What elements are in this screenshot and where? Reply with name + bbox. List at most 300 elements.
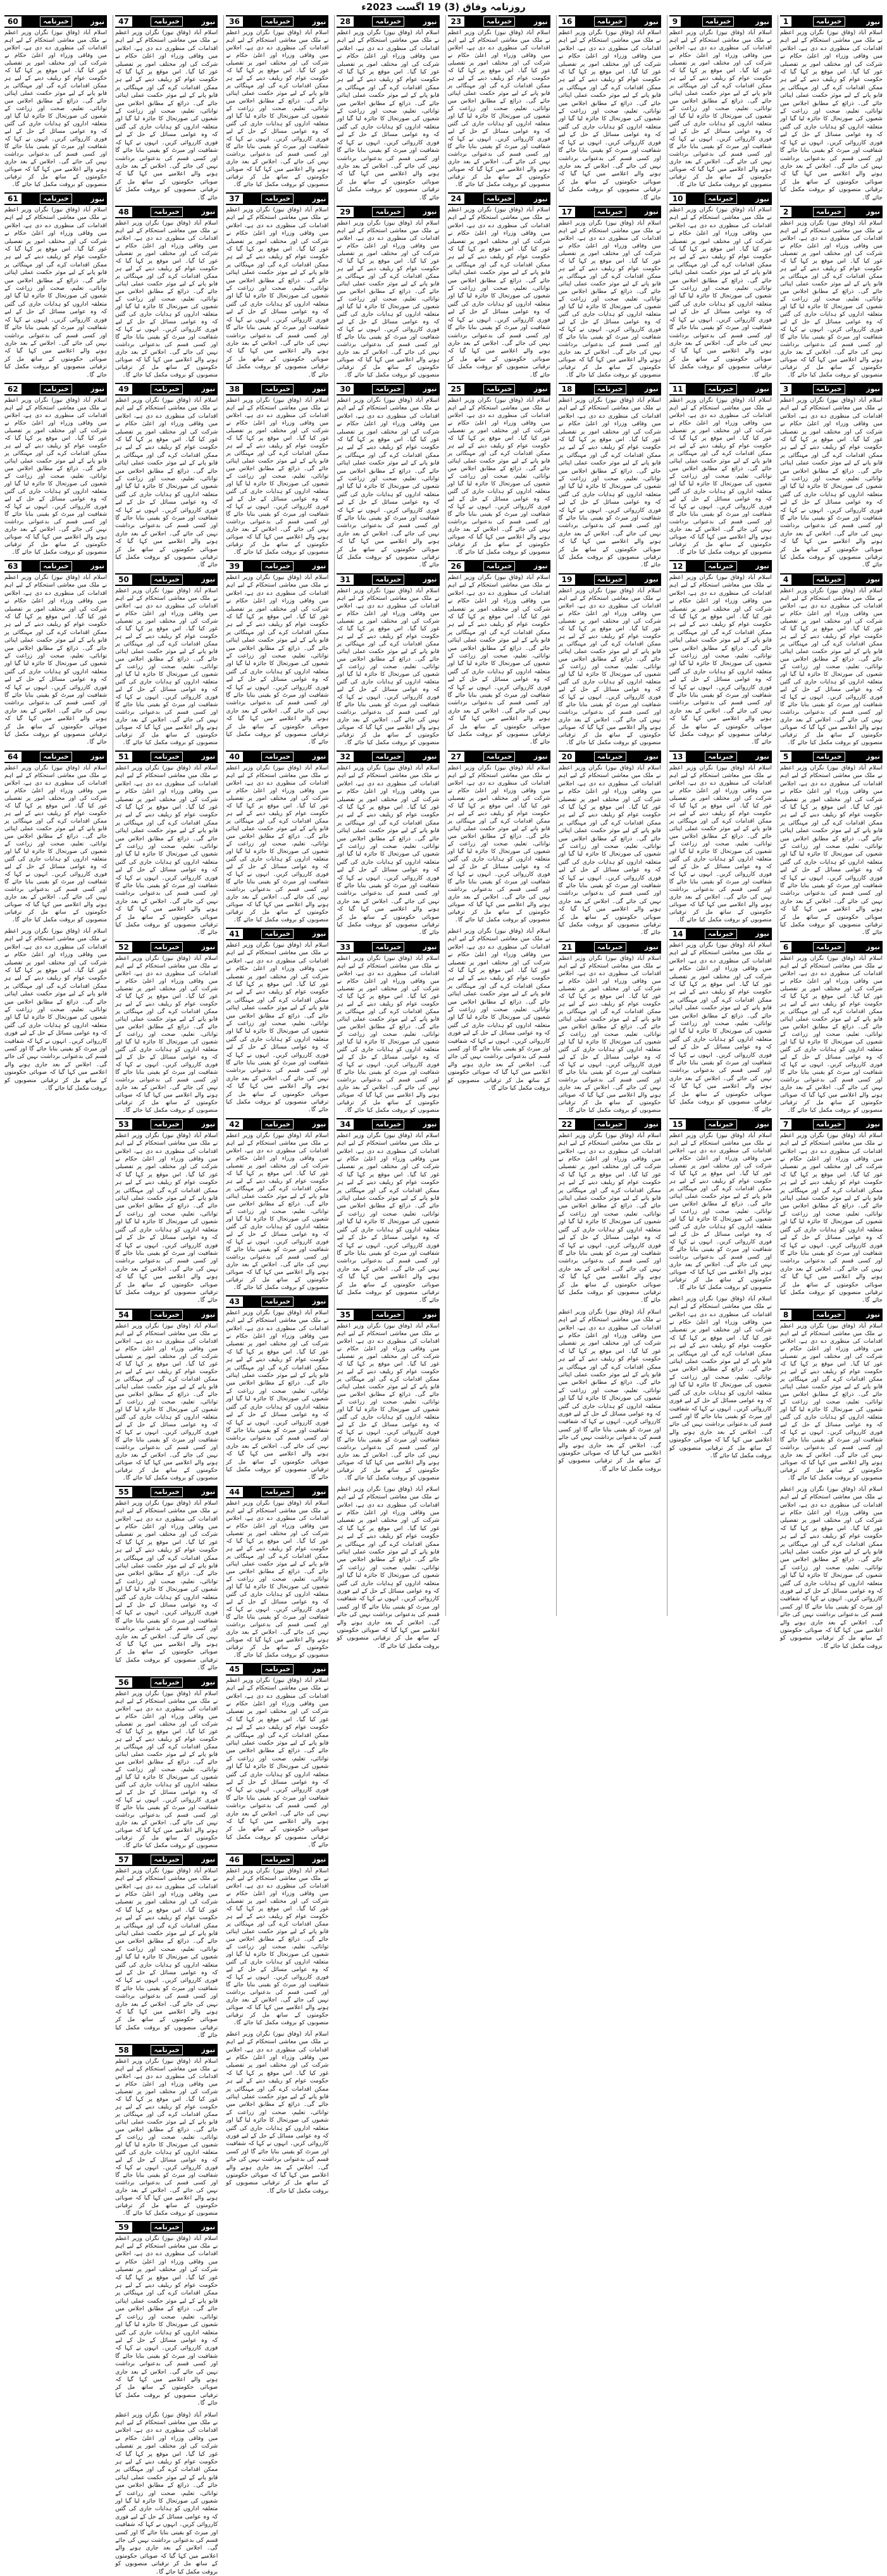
article-body-text: اسلام آباد (وفاق نیوز) نگران وزیر اعظم نے ملک میں معاشی استحکام کے لیے اہم اقدامات کی منظوری دے دی ہے، اجلاس میں وفاقی وزراء اور اعلیٰ حکام نے شرکت کی اور مختلف امور پر تفصیلی غور کیا گیا۔ اس موقع پر کہا گیا کہ حکومت عوام کو ریلیف دینے کے لیے ہر ممکن اقدامات کرے گی اور مہنگائی پر قابو پانے کے لیے موثر حکمت عملی اپنائی جائے گی۔ ذرائع کے مطابق اجلاس میں توانائی، تعلیم، صحت اور زراعت کے شعبوں کی صورتحال کا جائزہ لیا گیا اور متعلقہ اداروں کو ہدایات جاری کی گئیں کہ وہ عوامی مسائل کے حل کے لیے فوری کارروائی کریں۔ انہوں نے کہا کہ شفافیت اور میرٹ کو یقینی بنایا جائے گا اور کسی قسم کی بدعنوانی برداشت نہیں کی جائے گی۔ اجلاس کے بعد جاری ہونے والے اعلامیے میں کہا گیا کہ صوبائی حکومتوں کے ساتھ مل کر ترقیاتی منصوبوں کو بروقت مکمل کیا جائے گا۔ [447, 573, 550, 746]
article-body-text: اسلام آباد (وفاق نیوز) نگران وزیر اعظم نے ملک میں معاشی استحکام کے لیے اہم اقدامات کی منظوری دے دی ہے، اجلاس میں وفاقی وزراء اور اعلیٰ حکام نے شرکت کی اور مختلف امور پر تفصیلی غور کیا گیا۔ اس موقع پر کہا گیا کہ حکومت عوام کو ریلیف دینے کے لیے ہر ممکن اقدامات کرے گی اور مہنگائی پر قابو پانے کے لیے موثر حکمت عملی اپنائی جائے گی۔ ذرائع کے مطابق اجلاس میں توانائی، تعلیم، صحت اور زراعت کے شعبوں کی صورتحال کا جائزہ لیا گیا اور متعلقہ اداروں کو ہدایات جاری کی گئیں کہ وہ عوامی مسائل کے حل کے لیے فوری کارروائی کریں۔ انہوں نے کہا کہ شفافیت اور میرٹ کو یقینی بنایا جائے گا اور کسی قسم کی بدعنوانی برداشت نہیں کی جائے گی۔ اجلاس کے بعد جاری ہونے والے اعلامیے میں کہا گیا کہ صوبائی حکومتوں کے ساتھ مل کر ترقیاتی منصوبوں کو بروقت مکمل کیا جائے گا۔ [226, 30, 329, 188]
article-kicker-label: خبرنامہ [151, 1677, 183, 1688]
article-kicker-label: خبرنامہ [813, 942, 845, 952]
article-kicker-label: خبرنامہ [813, 384, 845, 394]
article-kicker-label: خبرنامہ [594, 207, 626, 217]
article-number: 51 [115, 752, 132, 762]
article-kicker-label: خبرنامہ [813, 1119, 845, 1129]
article-body-text: اسلام آباد (وفاق نیوز) نگران وزیر اعظم نے ملک میں معاشی استحکام کے لیے اہم اقدامات کی منظوری دے دی ہے، اجلاس میں وفاقی وزراء اور اعلیٰ حکام نے شرکت کی اور مختلف امور پر تفصیلی غور کیا گیا۔ اس موقع پر کہا گیا کہ حکومت عوام کو ریلیف دینے کے لیے ہر ممکن اقدامات کرے گی اور مہنگائی پر قابو پانے کے لیے موثر حکمت عملی اپنائی جائے گی۔ ذرائع کے مطابق اجلاس میں توانائی، تعلیم، صحت اور زراعت کے شعبوں کی صورتحال کا جائزہ لیا گیا اور متعلقہ اداروں کو ہدایات جاری کی گئیں کہ وہ عوامی مسائل کے حل کے لیے فوری کارروائی کریں۔ انہوں نے کہا کہ شفافیت اور میرٹ کو یقینی بنایا جائے گا اور کسی قسم کی بدعنوانی برداشت نہیں کی جائے گی۔ اجلاس کے بعد جاری ہونے والے اعلامیے میں کہا گیا کہ صوبائی حکومتوں کے ساتھ مل کر ترقیاتی منصوبوں کو بروقت مکمل کیا جائے گا۔ [779, 764, 883, 936]
article-header-bar [448, 192, 550, 205]
article-body-text: اسلام آباد (وفاق نیوز) نگران وزیر اعظم نے ملک میں معاشی استحکام کے لیے اہم اقدامات کی منظوری دے دی ہے، اجلاس میں وفاقی وزراء اور اعلیٰ حکام نے شرکت کی اور مختلف امور پر تفصیلی غور کیا گیا۔ اس موقع پر کہا گیا کہ حکومت عوام کو ریلیف دینے کے لیے ہر ممکن اقدامات کرے گی اور مہنگائی پر قابو پانے کے لیے موثر حکمت عملی اپنائی جائے گی۔ ذرائع کے مطابق اجلاس میں توانائی، تعلیم، صحت اور زراعت کے شعبوں کی صورتحال کا جائزہ لیا گیا اور متعلقہ اداروں کو ہدایات جاری کی گئیں کہ وہ عوامی مسائل کے حل کے لیے فوری کارروائی کریں۔ انہوں نے کہا کہ شفافیت اور میرٹ کو یقینی بنایا جائے گا اور کسی قسم کی بدعنوانی برداشت نہیں کی جائے گی۔ اجلاس کے بعد جاری ہونے والے اعلامیے میں کہا گیا کہ صوبائی حکومتوں کے ساتھ مل کر ترقیاتی منصوبوں کو بروقت مکمل کیا جائے گا۔ [115, 1131, 218, 1304]
article-kicker-tag: نیوز [90, 752, 105, 761]
news-article [115, 2221, 218, 2408]
news-article [448, 15, 550, 189]
article-number: 1 [780, 16, 791, 27]
article-kicker-label: خبرنامہ [372, 16, 404, 27]
news-column [778, 15, 884, 1650]
article-header-bar [115, 1676, 218, 1689]
article-number: 47 [115, 16, 132, 27]
article-kicker-label: خبرنامہ [705, 752, 737, 762]
article-kicker-label: خبرنامہ [40, 16, 72, 27]
article-number: 36 [226, 16, 243, 27]
news-article [226, 1295, 328, 1482]
news-article [226, 560, 328, 747]
article-kicker-label: خبرنامہ [705, 384, 737, 394]
article-kicker-tag: نیوز [201, 1310, 216, 1319]
article-number: 6 [780, 942, 791, 952]
article-header-bar [559, 1118, 661, 1131]
article-header-bar [559, 750, 661, 763]
article-body-text: اسلام آباد (وفاق نیوز) نگران وزیر اعظم نے ملک میں معاشی استحکام کے لیے اہم اقدامات کی منظوری دے دی ہے، اجلاس میں وفاقی وزراء اور اعلیٰ حکام نے شرکت کی اور مختلف امور پر تفصیلی غور کیا گیا۔ اس موقع پر کہا گیا کہ حکومت عوام کو ریلیف دینے کے لیے ہر ممکن اقدامات کرے گی اور مہنگائی پر قابو پانے کے لیے موثر حکمت عملی اپنائی جائے گی۔ ذرائع کے مطابق اجلاس میں توانائی، تعلیم، صحت اور زراعت کے شعبوں کی صورتحال کا جائزہ لیا گیا اور متعلقہ اداروں کو ہدایات جاری کی گئیں کہ وہ عوامی مسائل کے حل کے لیے فوری کارروائی کریں۔ انہوں نے کہا کہ شفافیت اور میرٹ کو یقینی بنایا جائے گا اور کسی قسم کی بدعنوانی برداشت نہیں کی جائے گی۔ اجلاس کے بعد جاری ہونے والے اعلامیے میں کہا گیا کہ صوبائی حکومتوں کے ساتھ مل کر ترقیاتی منصوبوں کو بروقت مکمل کیا جائے گا۔ [669, 397, 772, 556]
article-header-bar [4, 15, 107, 28]
article-kicker-label: خبرنامہ [813, 207, 845, 217]
article-number: 58 [115, 2045, 132, 2055]
article-kicker-tag: نیوز [423, 752, 437, 761]
masthead-date-line: روزنامہ وفاق (3) 19 اگست 2023ء [361, 1, 526, 13]
article-number: 11 [669, 384, 686, 394]
article-header-bar [226, 560, 328, 573]
news-article [780, 15, 883, 202]
article-body-text: اسلام آباد (وفاق نیوز) نگران وزیر اعظم نے ملک میں معاشی استحکام کے لیے اہم اقدامات کی منظوری دے دی ہے، اجلاس میں وفاقی وزراء اور اعلیٰ حکام نے شرکت کی اور مختلف امور پر تفصیلی غور کیا گیا۔ اس موقع پر کہا گیا کہ حکومت عوام کو ریلیف دینے کے لیے ہر ممکن اقدامات کرے گی اور مہنگائی پر قابو پانے کے لیے موثر حکمت عملی اپنائی جائے گی۔ ذرائع کے مطابق اجلاس میں توانائی، تعلیم، صحت اور زراعت کے شعبوں کی صورتحال کا جائزہ لیا گیا اور متعلقہ اداروں کو ہدایات جاری کی گئیں کہ وہ عوامی مسائل کے حل کے لیے فوری کارروائی کریں۔ انہوں نے کہا کہ شفافیت اور میرٹ کو یقینی بنایا جائے گا اور کسی قسم کی بدعنوانی برداشت نہیں کی جائے گی۔ اجلاس کے بعد جاری ہونے والے اعلامیے میں کہا گیا کہ صوبائی حکومتوں کے ساتھ مل کر ترقیاتی منصوبوں کو بروقت مکمل کیا جائے گا۔ [115, 396, 218, 569]
article-body-text: اسلام آباد (وفاق نیوز) نگران وزیر اعظم نے ملک میں معاشی استحکام کے لیے اہم اقدامات کی منظوری دے دی ہے، اجلاس میں وفاقی وزراء اور اعلیٰ حکام نے شرکت کی اور مختلف امور پر تفصیلی غور کیا گیا۔ اس موقع پر کہا گیا کہ حکومت عوام کو ریلیف دینے کے لیے ہر ممکن اقدامات کرے گی اور مہنگائی پر قابو پانے کے لیے موثر حکمت عملی اپنائی جائے گی۔ ذرائع کے مطابق اجلاس میں توانائی، تعلیم، صحت اور زراعت کے شعبوں کی صورتحال کا جائزہ لیا گیا اور متعلقہ اداروں کو ہدایات جاری کی گئیں کہ وہ عوامی مسائل کے حل کے لیے فوری کارروائی کریں۔ انہوں نے کہا کہ شفافیت اور میرٹ کو یقینی بنایا جائے گا اور کسی قسم کی بدعنوانی برداشت نہیں کی جائے گی۔ اجلاس کے بعد جاری ہونے والے اعلامیے میں کہا گیا کہ صوبائی حکومتوں کے ساتھ مل کر ترقیاتی منصوبوں کو بروقت مکمل کیا جائے گا۔ [4, 30, 108, 188]
article-header-bar [337, 383, 439, 395]
article-header-bar [226, 928, 328, 940]
news-article [669, 1118, 772, 1291]
article-kicker-tag: نیوز [201, 17, 216, 26]
news-article [669, 750, 772, 924]
article-body-text: اسلام آباد (وفاق نیوز) نگران وزیر اعظم نے ملک میں معاشی استحکام کے لیے اہم اقدامات کی منظوری دے دی ہے، اجلاس میں وفاقی وزراء اور اعلیٰ حکام نے شرکت کی اور مختلف امور پر تفصیلی غور کیا گیا۔ اس موقع پر کہا گیا کہ حکومت عوام کو ریلیف دینے کے لیے ہر ممکن اقدامات کرے گی اور مہنگائی پر قابو پانے کے لیے موثر حکمت عملی اپنائی جائے گی۔ ذرائع کے مطابق اجلاس میں توانائی، تعلیم، صحت اور زراعت کے شعبوں کی صورتحال کا جائزہ لیا گیا اور متعلقہ اداروں کو ہدایات جاری کی گئیں کہ وہ عوامی مسائل کے حل کے لیے فوری کارروائی کریں۔ انہوں نے کہا کہ شفافیت اور میرٹ کو یقینی بنایا جائے گا اور کسی قسم کی بدعنوانی برداشت نہیں کی جائے گی۔ اجلاس کے بعد جاری ہونے والے اعلامیے میں کہا گیا کہ صوبائی حکومتوں کے ساتھ مل کر ترقیاتی منصوبوں کو بروقت مکمل کیا جائے گا۔ [115, 1867, 218, 2039]
article-kicker-label: خبرنامہ [151, 1487, 183, 1497]
article-number: 57 [115, 1855, 132, 1865]
article-kicker-label: خبرنامہ [261, 1297, 294, 1307]
article-body-text: اسلام آباد (وفاق نیوز) نگران وزیر اعظم نے ملک میں معاشی استحکام کے لیے اہم اقدامات کی منظوری دے دی ہے، اجلاس میں وفاقی وزراء اور اعلیٰ حکام نے شرکت کی اور مختلف امور پر تفصیلی غور کیا گیا۔ اس موقع پر کہا گیا کہ حکومت عوام کو ریلیف دینے کے لیے ہر ممکن اقدامات کرے گی اور مہنگائی پر قابو پانے کے لیے موثر حکمت عملی اپنائی جائے گی۔ ذرائع کے مطابق اجلاس میں توانائی، تعلیم، صحت اور زراعت کے شعبوں کی صورتحال کا جائزہ لیا گیا اور متعلقہ اداروں کو ہدایات جاری کی گئیں کہ وہ عوامی مسائل کے حل کے لیے فوری کارروائی کریں۔ انہوں نے کہا کہ شفافیت اور میرٹ کو یقینی بنایا جائے گا اور کسی قسم کی بدعنوانی برداشت نہیں کی جائے گی۔ اجلاس کے بعد جاری ہونے والے اعلامیے میں کہا گیا کہ صوبائی حکومتوں کے ساتھ مل کر ترقیاتی منصوبوں کو بروقت مکمل کیا جائے گا۔ [447, 397, 550, 556]
news-article [448, 750, 550, 924]
news-column [3, 15, 109, 1616]
article-kicker-tag: نیوز [312, 1297, 326, 1306]
article-kicker-tag: نیوز [201, 2046, 216, 2055]
article-body-text: اسلام آباد (وفاق نیوز) نگران وزیر اعظم نے ملک میں معاشی استحکام کے لیے اہم اقدامات کی منظوری دے دی ہے، اجلاس میں وفاقی وزراء اور اعلیٰ حکام نے شرکت کی اور مختلف امور پر تفصیلی غور کیا گیا۔ اس موقع پر کہا گیا کہ حکومت عوام کو ریلیف دینے کے لیے ہر ممکن اقدامات کرے گی اور مہنگائی پر قابو پانے کے لیے موثر حکمت عملی اپنائی جائے گی۔ ذرائع کے مطابق اجلاس میں توانائی، تعلیم، صحت اور زراعت کے شعبوں کی صورتحال کا جائزہ لیا گیا اور متعلقہ اداروں کو ہدایات جاری کی گئیں کہ وہ عوامی مسائل کے حل کے لیے فوری کارروائی کریں۔ انہوں نے کہا کہ شفافیت اور میرٹ کو یقینی بنایا جائے گا اور کسی قسم کی بدعنوانی برداشت نہیں کی جائے گی۔ اجلاس کے بعد جاری ہونے والے اعلامیے میں کہا گیا کہ صوبائی حکومتوں کے ساتھ مل کر ترقیاتی منصوبوں کو بروقت مکمل کیا جائے گا۔ [226, 573, 329, 746]
article-body-text: اسلام آباد (وفاق نیوز) نگران وزیر اعظم نے ملک میں معاشی استحکام کے لیے اہم اقدامات کی منظوری دے دی ہے، اجلاس میں وفاقی وزراء اور اعلیٰ حکام نے شرکت کی اور مختلف امور پر تفصیلی غور کیا گیا۔ اس موقع پر کہا گیا کہ حکومت عوام کو ریلیف دینے کے لیے ہر ممکن اقدامات کرے گی اور مہنگائی پر قابو پانے کے لیے موثر حکمت عملی اپنائی جائے گی۔ ذرائع کے مطابق اجلاس میں توانائی، تعلیم، صحت اور زراعت کے شعبوں کی صورتحال کا جائزہ لیا گیا اور متعلقہ اداروں کو ہدایات جاری کی گئیں کہ وہ عوامی مسائل کے حل کے لیے فوری کارروائی کریں۔ انہوں نے کہا کہ شفافیت اور میرٹ کو یقینی بنایا جائے گا اور کسی قسم کی بدعنوانی برداشت نہیں کی جائے گی۔ اجلاس کے بعد جاری ہونے والے اعلامیے میں کہا گیا کہ صوبائی حکومتوں کے ساتھ مل کر ترقیاتی منصوبوں کو بروقت مکمل کیا جائے گا۔ [226, 206, 329, 378]
article-number: 45 [226, 1664, 243, 1674]
article-body-text: اسلام آباد (وفاق نیوز) نگران وزیر اعظم نے ملک میں معاشی استحکام کے لیے اہم اقدامات کی منظوری دے دی ہے، اجلاس میں وفاقی وزراء اور اعلیٰ حکام نے شرکت کی اور مختلف امور پر تفصیلی غور کیا گیا۔ اس موقع پر کہا گیا کہ حکومت عوام کو ریلیف دینے کے لیے ہر ممکن اقدامات کرے گی اور مہنگائی پر قابو پانے کے لیے موثر حکمت عملی اپنائی جائے گی۔ ذرائع کے مطابق اجلاس میں توانائی، تعلیم، صحت اور زراعت کے شعبوں کی صورتحال کا جائزہ لیا گیا اور متعلقہ اداروں کو ہدایات جاری کی گئیں کہ وہ عوامی مسائل کے حل کے لیے فوری کارروائی کریں۔ انہوں نے کہا کہ شفافیت اور میرٹ کو یقینی بنایا جائے گا اور کسی قسم کی بدعنوانی برداشت نہیں کی جائے گی۔ اجلاس کے بعد جاری ہونے والے اعلامیے میں کہا گیا کہ صوبائی حکومتوں کے ساتھ مل کر ترقیاتی منصوبوں کو بروقت مکمل کیا جائے گا۔ [558, 587, 661, 746]
article-number: 35 [337, 1310, 354, 1320]
article-kicker-tag: نیوز [312, 194, 326, 203]
article-body-text: اسلام آباد (وفاق نیوز) نگران وزیر اعظم نے ملک میں معاشی استحکام کے لیے اہم اقدامات کی منظوری دے دی ہے، اجلاس میں وفاقی وزراء اور اعلیٰ حکام نے شرکت کی اور مختلف امور پر تفصیلی غور کیا گیا۔ اس موقع پر کہا گیا کہ حکومت عوام کو ریلیف دینے کے لیے ہر ممکن اقدامات کرے گی اور مہنگائی پر قابو پانے کے لیے موثر حکمت عملی اپنائی جائے گی۔ ذرائع کے مطابق اجلاس میں توانائی، تعلیم، صحت اور زراعت کے شعبوں کی صورتحال کا جائزہ لیا گیا اور متعلقہ اداروں کو ہدایات جاری کی گئیں کہ وہ عوامی مسائل کے حل کے لیے فوری کارروائی کریں۔ انہوں نے کہا کہ شفافیت اور میرٹ کو یقینی بنایا جائے گا اور کسی قسم کی بدعنوانی برداشت نہیں کی جائے گی۔ اجلاس کے بعد جاری ہونے والے اعلامیے میں کہا گیا کہ صوبائی حکومتوں کے ساتھ مل کر ترقیاتی منصوبوں کو بروقت مکمل کیا جائے گا۔ [337, 764, 440, 936]
article-number: 37 [226, 194, 243, 204]
article-number: 33 [337, 942, 354, 952]
article-kicker-label: خبرنامہ [261, 752, 294, 762]
article-kicker-tag: نیوز [644, 208, 659, 216]
news-article [669, 15, 772, 189]
article-kicker-label: خبرنامہ [151, 384, 183, 394]
article-number: 20 [559, 752, 576, 762]
article-body-text: اسلام آباد (وفاق نیوز) نگران وزیر اعظم نے ملک میں معاشی استحکام کے لیے اہم اقدامات کی منظوری دے دی ہے، اجلاس میں وفاقی وزراء اور اعلیٰ حکام نے شرکت کی اور مختلف امور پر تفصیلی غور کیا گیا۔ اس موقع پر کہا گیا کہ حکومت عوام کو ریلیف دینے کے لیے ہر ممکن اقدامات کرے گی اور مہنگائی پر قابو پانے کے لیے موثر حکمت عملی اپنائی جائے گی۔ ذرائع کے مطابق اجلاس میں توانائی، تعلیم، صحت اور زراعت کے شعبوں کی صورتحال کا جائزہ لیا گیا اور متعلقہ اداروں کو ہدایات جاری کی گئیں کہ وہ عوامی مسائل کے حل کے لیے فوری کارروائی کریں۔ انہوں نے کہا کہ شفافیت اور میرٹ کو یقینی بنایا جائے گا اور کسی قسم کی بدعنوانی برداشت نہیں کی جائے گی۔ اجلاس کے بعد جاری ہونے والے اعلامیے میں کہا گیا کہ صوبائی حکومتوں کے ساتھ مل کر ترقیاتی منصوبوں کو بروقت مکمل کیا جائے گا۔ [115, 220, 218, 378]
article-number: 23 [448, 16, 465, 27]
article-kicker-tag: نیوز [423, 1310, 437, 1319]
article-kicker-label: خبرنامہ [151, 2045, 183, 2055]
news-column [334, 15, 441, 1650]
news-article [4, 750, 107, 924]
article-body-text: اسلام آباد (وفاق نیوز) نگران وزیر اعظم نے ملک میں معاشی استحکام کے لیے اہم اقدامات کی منظوری دے دی ہے، اجلاس میں وفاقی وزراء اور اعلیٰ حکام نے شرکت کی اور مختلف امور پر تفصیلی غور کیا گیا۔ اس موقع پر کہا گیا کہ حکومت عوام کو ریلیف دینے کے لیے ہر ممکن اقدامات کرے گی اور مہنگائی پر قابو پانے کے لیے موثر حکمت عملی اپنائی جائے گی۔ ذرائع کے مطابق اجلاس میں توانائی، تعلیم، صحت اور زراعت کے شعبوں کی صورتحال کا جائزہ لیا گیا اور متعلقہ اداروں کو ہدایات جاری کی گئیں کہ وہ عوامی مسائل کے حل کے لیے فوری کارروائی کریں۔ انہوں نے کہا کہ شفافیت اور میرٹ کو یقینی بنایا جائے گا اور کسی قسم کی بدعنوانی برداشت نہیں کی جائے گی۔ اجلاس کے بعد جاری ہونے والے اعلامیے میں کہا گیا کہ صوبائی حکومتوں کے ساتھ مل کر ترقیاتی منصوبوں کو بروقت مکمل کیا جائے گا۔ [447, 764, 550, 923]
article-header-bar [115, 573, 218, 586]
article-kicker-label: خبرنامہ [483, 752, 516, 762]
article-body-text: اسلام آباد (وفاق نیوز) نگران وزیر اعظم نے ملک میں معاشی استحکام کے لیے اہم اقدامات کی منظوری دے دی ہے، اجلاس میں وفاقی وزراء اور اعلیٰ حکام نے شرکت کی اور مختلف امور پر تفصیلی غور کیا گیا۔ اس موقع پر کہا گیا کہ حکومت عوام کو ریلیف دینے کے لیے ہر ممکن اقدامات کرے گی اور مہنگائی پر قابو پانے کے لیے موثر حکمت عملی اپنائی جائے گی۔ ذرائع کے مطابق اجلاس میں توانائی، تعلیم، صحت اور زراعت کے شعبوں کی صورتحال کا جائزہ لیا گیا اور متعلقہ اداروں کو ہدایات جاری کی گئیں کہ وہ عوامی مسائل کے حل کے لیے فوری کارروائی کریں۔ انہوں نے کہا کہ شفافیت اور میرٹ کو یقینی بنایا جائے گا اور کسی قسم کی بدعنوانی برداشت نہیں کی جائے گی۔ اجلاس کے بعد جاری ہونے والے اعلامیے میں کہا گیا کہ صوبائی حکومتوں کے ساتھ مل کر ترقیاتی منصوبوں کو بروقت مکمل کیا جائے گا۔ [226, 941, 329, 1114]
news-article [226, 192, 328, 379]
article-kicker-label: خبرنامہ [372, 207, 404, 217]
article-kicker-label: خبرنامہ [372, 942, 404, 952]
article-kicker-tag: نیوز [312, 930, 326, 938]
article-kicker-tag: نیوز [866, 208, 880, 216]
article-kicker-tag: نیوز [201, 1120, 216, 1129]
article-header-bar [226, 1663, 328, 1676]
article-header-bar [226, 1486, 328, 1498]
news-article [448, 560, 550, 747]
article-kicker-tag: نیوز [533, 385, 548, 394]
article-body-text: اسلام آباد (وفاق نیوز) نگران وزیر اعظم نے ملک میں معاشی استحکام کے لیے اہم اقدامات کی منظوری دے دی ہے، اجلاس میں وفاقی وزراء اور اعلیٰ حکام نے شرکت کی اور مختلف امور پر تفصیلی غور کیا گیا۔ اس موقع پر کہا گیا کہ حکومت عوام کو ریلیف دینے کے لیے ہر ممکن اقدامات کرے گی اور مہنگائی پر قابو پانے کے لیے موثر حکمت عملی اپنائی جائے گی۔ ذرائع کے مطابق اجلاس میں توانائی، تعلیم، صحت اور زراعت کے شعبوں کی صورتحال کا جائزہ لیا گیا اور متعلقہ اداروں کو ہدایات جاری کی گئیں کہ وہ عوامی مسائل کے حل کے لیے فوری کارروائی کریں۔ انہوں نے کہا کہ شفافیت اور میرٹ کو یقینی بنایا جائے گا اور کسی قسم کی بدعنوانی برداشت نہیں کی جائے گی۔ اجلاس کے بعد جاری ہونے والے اعلامیے میں کہا گیا کہ صوبائی حکومتوں کے ساتھ مل کر ترقیاتی منصوبوں کو بروقت مکمل کیا جائے گا۔ [4, 764, 108, 923]
news-article [115, 383, 218, 569]
article-kicker-tag: نیوز [201, 1678, 216, 1687]
article-number: 42 [226, 1119, 243, 1129]
news-article [448, 383, 550, 556]
news-article [669, 192, 772, 379]
article-body-text: اسلام آباد (وفاق نیوز) نگران وزیر اعظم نے ملک میں معاشی استحکام کے لیے اہم اقدامات کی منظوری دے دی ہے، اجلاس میں وفاقی وزراء اور اعلیٰ حکام نے شرکت کی اور مختلف امور پر تفصیلی غور کیا گیا۔ اس موقع پر کہا گیا کہ حکومت عوام کو ریلیف دینے کے لیے ہر ممکن اقدامات کرے گی اور مہنگائی پر قابو پانے کے لیے موثر حکمت عملی اپنائی جائے گی۔ ذرائع کے مطابق اجلاس میں توانائی، تعلیم، صحت اور زراعت کے شعبوں کی صورتحال کا جائزہ لیا گیا اور متعلقہ اداروں کو ہدایات جاری کی گئیں کہ وہ عوامی مسائل کے حل کے لیے فوری کارروائی کریں۔ انہوں نے کہا کہ شفافیت اور میرٹ کو یقینی بنایا جائے گا اور کسی قسم کی بدعنوانی برداشت نہیں کی جائے گی۔ اجلاس کے بعد جاری ہونے والے اعلامیے میں کہا گیا کہ صوبائی حکومتوں کے ساتھ مل کر ترقیاتی منصوبوں کو بروقت مکمل کیا جائے گا۔ [669, 206, 772, 378]
article-header-bar [669, 928, 772, 940]
article-kicker-tag: نیوز [312, 1855, 326, 1864]
news-article [669, 383, 772, 556]
news-article [337, 941, 439, 1114]
article-kicker-label: خبرنامہ [261, 194, 294, 204]
article-kicker-label: خبرنامہ [483, 194, 516, 204]
article-number: 2 [780, 207, 791, 217]
article-header-bar [559, 15, 661, 28]
article-kicker-tag: نیوز [201, 385, 216, 394]
article-body-text: اسلام آباد (وفاق نیوز) نگران وزیر اعظم نے ملک میں معاشی استحکام کے لیے اہم اقدامات کی منظوری دے دی ہے، اجلاس میں وفاقی وزراء اور اعلیٰ حکام نے شرکت کی اور مختلف امور پر تفصیلی غور کیا گیا۔ اس موقع پر کہا گیا کہ حکومت عوام کو ریلیف دینے کے لیے ہر ممکن اقدامات کرے گی اور مہنگائی پر قابو پانے کے لیے موثر حکمت عملی اپنائی جائے گی۔ ذرائع کے مطابق اجلاس میں توانائی، تعلیم، صحت اور زراعت کے شعبوں کی صورتحال کا جائزہ لیا گیا اور متعلقہ اداروں کو ہدایات جاری کی گئیں کہ وہ عوامی مسائل کے حل کے لیے فوری کارروائی کریں۔ انہوں نے کہا کہ شفافیت اور میرٹ کو یقینی بنایا جائے گا اور کسی قسم کی بدعنوانی برداشت نہیں کی جائے گی۔ اجلاس کے بعد جاری ہونے والے اعلامیے میں کہا گیا کہ صوبائی حکومتوں کے ساتھ مل کر ترقیاتی منصوبوں کو بروقت مکمل کیا جائے گا۔ [226, 1132, 329, 1291]
article-number: 29 [337, 207, 354, 217]
article-number: 48 [115, 207, 132, 217]
article-kicker-tag: نیوز [423, 1120, 437, 1129]
news-article [226, 1663, 328, 1850]
article-body-text: اسلام آباد (وفاق نیوز) نگران وزیر اعظم نے ملک میں معاشی استحکام کے لیے اہم اقدامات کی منظوری دے دی ہے، اجلاس میں وفاقی وزراء اور اعلیٰ حکام نے شرکت کی اور مختلف امور پر تفصیلی غور کیا گیا۔ اس موقع پر کہا گیا کہ حکومت عوام کو ریلیف دینے کے لیے ہر ممکن اقدامات کرے گی اور مہنگائی پر قابو پانے کے لیے موثر حکمت عملی اپنائی جائے گی۔ ذرائع کے مطابق اجلاس میں توانائی، تعلیم، صحت اور زراعت کے شعبوں کی صورتحال کا جائزہ لیا گیا اور متعلقہ اداروں کو ہدایات جاری کی گئیں کہ وہ عوامی مسائل کے حل کے لیے فوری کارروائی کریں۔ انہوں نے کہا کہ شفافیت اور میرٹ کو یقینی بنایا جائے گا اور کسی قسم کی بدعنوانی برداشت نہیں کی جائے گی۔ اجلاس کے بعد جاری ہونے والے اعلامیے میں کہا گیا کہ صوبائی حکومتوں کے ساتھ مل کر ترقیاتی منصوبوں کو بروقت مکمل کیا جائے گا۔ [779, 1485, 883, 1650]
news-column [556, 15, 663, 1616]
article-body-text: اسلام آباد (وفاق نیوز) نگران وزیر اعظم نے ملک میں معاشی استحکام کے لیے اہم اقدامات کی منظوری دے دی ہے، اجلاس میں وفاقی وزراء اور اعلیٰ حکام نے شرکت کی اور مختلف امور پر تفصیلی غور کیا گیا۔ اس موقع پر کہا گیا کہ حکومت عوام کو ریلیف دینے کے لیے ہر ممکن اقدامات کرے گی اور مہنگائی پر قابو پانے کے لیے موثر حکمت عملی اپنائی جائے گی۔ ذرائع کے مطابق اجلاس میں توانائی، تعلیم، صحت اور زراعت کے شعبوں کی صورتحال کا جائزہ لیا گیا اور متعلقہ اداروں کو ہدایات جاری کی گئیں کہ وہ عوامی مسائل کے حل کے لیے فوری کارروائی کریں۔ انہوں نے کہا کہ شفافیت اور میرٹ کو یقینی بنایا جائے گا اور کسی قسم کی بدعنوانی برداشت نہیں کی جائے گی۔ اجلاس کے بعد جاری ہونے والے اعلامیے میں کہا گیا کہ صوبائی حکومتوں کے ساتھ مل کر ترقیاتی منصوبوں کو بروقت مکمل کیا جائے گا۔ [779, 1131, 883, 1304]
article-kicker-tag: نیوز [644, 17, 659, 26]
news-article [337, 750, 439, 937]
news-article [4, 192, 107, 379]
article-kicker-tag: نیوز [423, 17, 437, 26]
article-kicker-label: خبرنامہ [261, 16, 294, 27]
article-number: 22 [559, 1119, 576, 1129]
article-kicker-label: خبرنامہ [151, 575, 183, 585]
news-article [115, 1853, 218, 2040]
article-number: 41 [226, 929, 243, 939]
article-header-bar [780, 573, 883, 586]
article-kicker-tag: نیوز [312, 1120, 326, 1129]
article-kicker-tag: نیوز [201, 575, 216, 584]
article-number: 50 [115, 575, 132, 585]
article-kicker-label: خبرنامہ [594, 942, 626, 952]
news-article [115, 573, 218, 747]
news-article [4, 383, 107, 556]
article-number: 43 [226, 1297, 243, 1307]
article-header-bar [780, 383, 883, 395]
article-kicker-tag: نیوز [312, 1488, 326, 1496]
news-article [115, 1118, 218, 1305]
article-kicker-tag: نیوز [866, 1310, 880, 1319]
article-header-bar [337, 573, 439, 586]
article-number: 38 [226, 384, 243, 394]
article-number: 55 [115, 1487, 132, 1497]
article-header-bar [448, 750, 550, 763]
article-header-bar [115, 941, 218, 954]
article-body-text: اسلام آباد (وفاق نیوز) نگران وزیر اعظم نے ملک میں معاشی استحکام کے لیے اہم اقدامات کی منظوری دے دی ہے، اجلاس میں وفاقی وزراء اور اعلیٰ حکام نے شرکت کی اور مختلف امور پر تفصیلی غور کیا گیا۔ اس موقع پر کہا گیا کہ حکومت عوام کو ریلیف دینے کے لیے ہر ممکن اقدامات کرے گی اور مہنگائی پر قابو پانے کے لیے موثر حکمت عملی اپنائی جائے گی۔ ذرائع کے مطابق اجلاس میں توانائی، تعلیم، صحت اور زراعت کے شعبوں کی صورتحال کا جائزہ لیا گیا اور متعلقہ اداروں کو ہدایات جاری کی گئیں کہ وہ عوامی مسائل کے حل کے لیے فوری کارروائی کریں۔ انہوں نے کہا کہ شفافیت اور میرٹ کو یقینی بنایا جائے گا اور کسی قسم کی بدعنوانی برداشت نہیں کی جائے گی۔ اجلاس کے بعد جاری ہونے والے اعلامیے میں کہا گیا کہ صوبائی حکومتوں کے ساتھ مل کر ترقیاتی منصوبوں کو بروقت مکمل کیا جائے گا۔ [115, 2411, 218, 2575]
article-kicker-label: خبرنامہ [261, 1119, 294, 1129]
article-header-bar [115, 1853, 218, 1866]
article-header-bar [669, 383, 772, 395]
news-article [559, 206, 661, 379]
article-kicker-label: خبرنامہ [261, 1487, 294, 1497]
article-body-text: اسلام آباد (وفاق نیوز) نگران وزیر اعظم نے ملک میں معاشی استحکام کے لیے اہم اقدامات کی منظوری دے دی ہے، اجلاس میں وفاقی وزراء اور اعلیٰ حکام نے شرکت کی اور مختلف امور پر تفصیلی غور کیا گیا۔ اس موقع پر کہا گیا کہ حکومت عوام کو ریلیف دینے کے لیے ہر ممکن اقدامات کرے گی اور مہنگائی پر قابو پانے کے لیے موثر حکمت عملی اپنائی جائے گی۔ ذرائع کے مطابق اجلاس میں توانائی، تعلیم، صحت اور زراعت کے شعبوں کی صورتحال کا جائزہ لیا گیا اور متعلقہ اداروں کو ہدایات جاری کی گئیں کہ وہ عوامی مسائل کے حل کے لیے فوری کارروائی کریں۔ انہوں نے کہا کہ شفافیت اور میرٹ کو یقینی بنایا جائے گا اور کسی قسم کی بدعنوانی برداشت نہیں کی جائے گی۔ اجلاس کے بعد جاری ہونے والے اعلامیے میں کہا گیا کہ صوبائی حکومتوں کے ساتھ مل کر ترقیاتی منصوبوں کو بروقت مکمل کیا جائے گا۔ [337, 1322, 440, 1481]
article-kicker-label: خبرنامہ [813, 752, 845, 762]
article-number: 18 [559, 384, 576, 394]
news-article [337, 573, 439, 747]
article-kicker-tag: نیوز [755, 752, 769, 761]
article-header-bar [337, 750, 439, 763]
article-body-text: اسلام آباد (وفاق نیوز) نگران وزیر اعظم نے ملک میں معاشی استحکام کے لیے اہم اقدامات کی منظوری دے دی ہے، اجلاس میں وفاقی وزراء اور اعلیٰ حکام نے شرکت کی اور مختلف امور پر تفصیلی غور کیا گیا۔ اس موقع پر کہا گیا کہ حکومت عوام کو ریلیف دینے کے لیے ہر ممکن اقدامات کرے گی اور مہنگائی پر قابو پانے کے لیے موثر حکمت عملی اپنائی جائے گی۔ ذرائع کے مطابق اجلاس میں توانائی، تعلیم، صحت اور زراعت کے شعبوں کی صورتحال کا جائزہ لیا گیا اور متعلقہ اداروں کو ہدایات جاری کی گئیں کہ وہ عوامی مسائل کے حل کے لیے فوری کارروائی کریں۔ انہوں نے کہا کہ شفافیت اور میرٹ کو یقینی بنایا جائے گا اور کسی قسم کی بدعنوانی برداشت نہیں کی جائے گی۔ اجلاس کے بعد جاری ہونے والے اعلامیے میں کہا گیا کہ صوبائی حکومتوں کے ساتھ مل کر ترقیاتی منصوبوں کو بروقت مکمل کیا جائے گا۔ [337, 1131, 440, 1304]
article-kicker-tag: نیوز [90, 17, 105, 26]
article-kicker-label: خبرنامہ [372, 384, 404, 394]
article-number: 3 [780, 384, 791, 394]
article-kicker-label: خبرنامہ [151, 942, 183, 952]
news-article [226, 750, 328, 924]
news-article [115, 206, 218, 379]
article-kicker-label: خبرنامہ [261, 384, 294, 394]
article-body-text: اسلام آباد (وفاق نیوز) نگران وزیر اعظم نے ملک میں معاشی استحکام کے لیے اہم اقدامات کی منظوری دے دی ہے، اجلاس میں وفاقی وزراء اور اعلیٰ حکام نے شرکت کی اور مختلف امور پر تفصیلی غور کیا گیا۔ اس موقع پر کہا گیا کہ حکومت عوام کو ریلیف دینے کے لیے ہر ممکن اقدامات کرے گی اور مہنگائی پر قابو پانے کے لیے موثر حکمت عملی اپنائی جائے گی۔ ذرائع کے مطابق اجلاس میں توانائی، تعلیم، صحت اور زراعت کے شعبوں کی صورتحال کا جائزہ لیا گیا اور متعلقہ اداروں کو ہدایات جاری کی گئیں کہ وہ عوامی مسائل کے حل کے لیے فوری کارروائی کریں۔ انہوں نے کہا کہ شفافیت اور میرٹ کو یقینی بنایا جائے گا اور کسی قسم کی بدعنوانی برداشت نہیں کی جائے گی۔ اجلاس کے بعد جاری ہونے والے اعلامیے میں کہا گیا کہ صوبائی حکومتوں کے ساتھ مل کر ترقیاتی منصوبوں کو بروقت مکمل کیا جائے گا۔ [669, 30, 772, 188]
article-header-bar [226, 15, 328, 28]
article-header-bar [559, 206, 661, 218]
news-article [780, 206, 883, 379]
article-number: 9 [669, 16, 681, 27]
article-kicker-tag: نیوز [533, 562, 548, 571]
article-body-text: اسلام آباد (وفاق نیوز) نگران وزیر اعظم نے ملک میں معاشی استحکام کے لیے اہم اقدامات کی منظوری دے دی ہے، اجلاس میں وفاقی وزراء اور اعلیٰ حکام نے شرکت کی اور مختلف امور پر تفصیلی غور کیا گیا۔ اس موقع پر کہا گیا کہ حکومت عوام کو ریلیف دینے کے لیے ہر ممکن اقدامات کرے گی اور مہنگائی پر قابو پانے کے لیے موثر حکمت عملی اپنائی جائے گی۔ ذرائع کے مطابق اجلاس میں توانائی، تعلیم، صحت اور زراعت کے شعبوں کی صورتحال کا جائزہ لیا گیا اور متعلقہ اداروں کو ہدایات جاری کی گئیں کہ وہ عوامی مسائل کے حل کے لیے فوری کارروائی کریں۔ انہوں نے کہا کہ شفافیت اور میرٹ کو یقینی بنایا جائے گا اور کسی قسم کی بدعنوانی برداشت نہیں کی جائے گی۔ اجلاس کے بعد جاری ہونے والے اعلامیے میں کہا گیا کہ صوبائی حکومتوں کے ساتھ مل کر ترقیاتی منصوبوں کو بروقت مکمل کیا جائے گا۔ [115, 2234, 218, 2407]
article-header-bar [115, 750, 218, 763]
article-header-bar [226, 1295, 328, 1308]
news-article [115, 941, 218, 1114]
article-kicker-label: خبرنامہ [372, 1119, 404, 1129]
article-number: 53 [115, 1119, 132, 1129]
news-article [115, 1486, 218, 1672]
news-article [4, 15, 107, 189]
article-kicker-label: خبرنامہ [40, 561, 72, 571]
article-header-bar [115, 1118, 218, 1131]
news-article [226, 383, 328, 556]
article-number: 59 [115, 2222, 132, 2232]
article-kicker-label: خبرنامہ [40, 384, 72, 394]
article-header-bar [780, 941, 883, 954]
article-header-bar [226, 383, 328, 395]
article-kicker-label: خبرنامہ [594, 384, 626, 394]
article-header-bar [337, 206, 439, 218]
article-body-text: اسلام آباد (وفاق نیوز) نگران وزیر اعظم نے ملک میں معاشی استحکام کے لیے اہم اقدامات کی منظوری دے دی ہے، اجلاس میں وفاقی وزراء اور اعلیٰ حکام نے شرکت کی اور مختلف امور پر تفصیلی غور کیا گیا۔ اس موقع پر کہا گیا کہ حکومت عوام کو ریلیف دینے کے لیے ہر ممکن اقدامات کرے گی اور مہنگائی پر قابو پانے کے لیے موثر حکمت عملی اپنائی جائے گی۔ ذرائع کے مطابق اجلاس میں توانائی، تعلیم، صحت اور زراعت کے شعبوں کی صورتحال کا جائزہ لیا گیا اور متعلقہ اداروں کو ہدایات جاری کی گئیں کہ وہ عوامی مسائل کے حل کے لیے فوری کارروائی کریں۔ انہوں نے کہا کہ شفافیت اور میرٹ کو یقینی بنایا جائے گا اور کسی قسم کی بدعنوانی برداشت نہیں کی جائے گی۔ اجلاس کے بعد جاری ہونے والے اعلامیے میں کہا گیا کہ صوبائی حکومتوں کے ساتھ مل کر ترقیاتی منصوبوں کو بروقت مکمل کیا جائے گا۔ [779, 220, 883, 378]
article-body-text: اسلام آباد (وفاق نیوز) نگران وزیر اعظم نے ملک میں معاشی استحکام کے لیے اہم اقدامات کی منظوری دے دی ہے، اجلاس میں وفاقی وزراء اور اعلیٰ حکام نے شرکت کی اور مختلف امور پر تفصیلی غور کیا گیا۔ اس موقع پر کہا گیا کہ حکومت عوام کو ریلیف دینے کے لیے ہر ممکن اقدامات کرے گی اور مہنگائی پر قابو پانے کے لیے موثر حکمت عملی اپنائی جائے گی۔ ذرائع کے مطابق اجلاس میں توانائی، تعلیم، صحت اور زراعت کے شعبوں کی صورتحال کا جائزہ لیا گیا اور متعلقہ اداروں کو ہدایات جاری کی گئیں کہ وہ عوامی مسائل کے حل کے لیے فوری کارروائی کریں۔ انہوں نے کہا کہ شفافیت اور میرٹ کو یقینی بنایا جائے گا اور کسی قسم کی بدعنوانی برداشت نہیں کی جائے گی۔ اجلاس کے بعد جاری ہونے والے اعلامیے میں کہا گیا کہ صوبائی حکومتوں کے ساتھ مل کر ترقیاتی منصوبوں کو بروقت مکمل کیا جائے گا۔ [226, 1867, 329, 2026]
news-article [115, 1309, 218, 1482]
article-kicker-tag: نیوز [201, 1855, 216, 1864]
article-number: 8 [780, 1310, 791, 1320]
article-kicker-label: خبرنامہ [705, 561, 737, 571]
news-article [115, 15, 218, 202]
news-column [113, 15, 220, 2575]
article-kicker-label: خبرنامہ [705, 929, 737, 939]
article-header-bar [559, 383, 661, 395]
article-number: 24 [448, 194, 465, 204]
article-kicker-label: خبرنامہ [813, 575, 845, 585]
article-kicker-label: خبرنامہ [594, 752, 626, 762]
article-kicker-tag: نیوز [423, 208, 437, 216]
article-body-text: اسلام آباد (وفاق نیوز) نگران وزیر اعظم نے ملک میں معاشی استحکام کے لیے اہم اقدامات کی منظوری دے دی ہے، اجلاس میں وفاقی وزراء اور اعلیٰ حکام نے شرکت کی اور مختلف امور پر تفصیلی غور کیا گیا۔ اس موقع پر کہا گیا کہ حکومت عوام کو ریلیف دینے کے لیے ہر ممکن اقدامات کرے گی اور مہنگائی پر قابو پانے کے لیے موثر حکمت عملی اپنائی جائے گی۔ ذرائع کے مطابق اجلاس میں توانائی، تعلیم، صحت اور زراعت کے شعبوں کی صورتحال کا جائزہ لیا گیا اور متعلقہ اداروں کو ہدایات جاری کی گئیں کہ وہ عوامی مسائل کے حل کے لیے فوری کارروائی کریں۔ انہوں نے کہا کہ شفافیت اور میرٹ کو یقینی بنایا جائے گا اور کسی قسم کی بدعنوانی برداشت نہیں کی جائے گی۔ اجلاس کے بعد جاری ہونے والے اعلامیے میں کہا گیا کہ صوبائی حکومتوں کے ساتھ مل کر ترقیاتی منصوبوں کو بروقت مکمل کیا جائے گا۔ [447, 30, 550, 188]
article-header-bar [4, 560, 107, 573]
article-header-bar [448, 15, 550, 28]
article-kicker-tag: نیوز [201, 752, 216, 761]
newspaper-columns [3, 15, 884, 2575]
article-body-text: اسلام آباد (وفاق نیوز) نگران وزیر اعظم نے ملک میں معاشی استحکام کے لیے اہم اقدامات کی منظوری دے دی ہے، اجلاس میں وفاقی وزراء اور اعلیٰ حکام نے شرکت کی اور مختلف امور پر تفصیلی غور کیا گیا۔ اس موقع پر کہا گیا کہ حکومت عوام کو ریلیف دینے کے لیے ہر ممکن اقدامات کرے گی اور مہنگائی پر قابو پانے کے لیے موثر حکمت عملی اپنائی جائے گی۔ ذرائع کے مطابق اجلاس میں توانائی، تعلیم، صحت اور زراعت کے شعبوں کی صورتحال کا جائزہ لیا گیا اور متعلقہ اداروں کو ہدایات جاری کی گئیں کہ وہ عوامی مسائل کے حل کے لیے فوری کارروائی کریں۔ انہوں نے کہا کہ شفافیت اور میرٹ کو یقینی بنایا جائے گا اور کسی قسم کی بدعنوانی برداشت نہیں کی جائے گی۔ اجلاس کے بعد جاری ہونے والے اعلامیے میں کہا گیا کہ صوبائی حکومتوں کے ساتھ مل کر ترقیاتی منصوبوں کو بروقت مکمل کیا جائے گا۔ [226, 1500, 329, 1658]
article-number: 46 [226, 1855, 243, 1865]
article-kicker-label: خبرنامہ [261, 1664, 294, 1674]
article-kicker-tag: نیوز [90, 385, 105, 394]
article-kicker-label: خبرنامہ [151, 752, 183, 762]
article-header-bar [559, 941, 661, 954]
article-body-text: اسلام آباد (وفاق نیوز) نگران وزیر اعظم نے ملک میں معاشی استحکام کے لیے اہم اقدامات کی منظوری دے دی ہے، اجلاس میں وفاقی وزراء اور اعلیٰ حکام نے شرکت کی اور مختلف امور پر تفصیلی غور کیا گیا۔ اس موقع پر کہا گیا کہ حکومت عوام کو ریلیف دینے کے لیے ہر ممکن اقدامات کرے گی اور مہنگائی پر قابو پانے کے لیے موثر حکمت عملی اپنائی جائے گی۔ ذرائع کے مطابق اجلاس میں توانائی، تعلیم، صحت اور زراعت کے شعبوں کی صورتحال کا جائزہ لیا گیا اور متعلقہ اداروں کو ہدایات جاری کی گئیں کہ وہ عوامی مسائل کے حل کے لیے فوری کارروائی کریں۔ انہوں نے کہا کہ شفافیت اور میرٹ کو یقینی بنایا جائے گا اور کسی قسم کی بدعنوانی برداشت نہیں کی جائے گی۔ اجلاس کے بعد جاری ہونے والے اعلامیے میں کہا گیا کہ صوبائی حکومتوں کے ساتھ مل کر ترقیاتی منصوبوں کو بروقت مکمل کیا جائے گا۔ [115, 29, 218, 201]
article-kicker-label: خبرنامہ [483, 384, 516, 394]
article-kicker-tag: نیوز [201, 208, 216, 216]
news-article [559, 15, 661, 202]
article-number: 25 [448, 384, 465, 394]
article-number: 39 [226, 561, 243, 571]
article-kicker-tag: نیوز [201, 2223, 216, 2232]
news-article [337, 1118, 439, 1305]
article-body-text: اسلام آباد (وفاق نیوز) نگران وزیر اعظم نے ملک میں معاشی استحکام کے لیے اہم اقدامات کی منظوری دے دی ہے، اجلاس میں وفاقی وزراء اور اعلیٰ حکام نے شرکت کی اور مختلف امور پر تفصیلی غور کیا گیا۔ اس موقع پر کہا گیا کہ حکومت عوام کو ریلیف دینے کے لیے ہر ممکن اقدامات کرے گی اور مہنگائی پر قابو پانے کے لیے موثر حکمت عملی اپنائی جائے گی۔ ذرائع کے مطابق اجلاس میں توانائی، تعلیم، صحت اور زراعت کے شعبوں کی صورتحال کا جائزہ لیا گیا اور متعلقہ اداروں کو ہدایات جاری کی گئیں کہ وہ عوامی مسائل کے حل کے لیے فوری کارروائی کریں۔ انہوں نے کہا کہ شفافیت اور میرٹ کو یقینی بنایا جائے گا اور کسی قسم کی بدعنوانی برداشت نہیں کی جائے گی۔ اجلاس کے بعد جاری ہونے والے اعلامیے میں کہا گیا کہ صوبائی حکومتوں کے ساتھ مل کر ترقیاتی منصوبوں کو بروقت مکمل کیا جائے گا۔ [779, 1322, 883, 1481]
article-body-text: اسلام آباد (وفاق نیوز) نگران وزیر اعظم نے ملک میں معاشی استحکام کے لیے اہم اقدامات کی منظوری دے دی ہے، اجلاس میں وفاقی وزراء اور اعلیٰ حکام نے شرکت کی اور مختلف امور پر تفصیلی غور کیا گیا۔ اس موقع پر کہا گیا کہ حکومت عوام کو ریلیف دینے کے لیے ہر ممکن اقدامات کرے گی اور مہنگائی پر قابو پانے کے لیے موثر حکمت عملی اپنائی جائے گی۔ ذرائع کے مطابق اجلاس میں توانائی، تعلیم، صحت اور زراعت کے شعبوں کی صورتحال کا جائزہ لیا گیا اور متعلقہ اداروں کو ہدایات جاری کی گئیں کہ وہ عوامی مسائل کے حل کے لیے فوری کارروائی کریں۔ انہوں نے کہا کہ شفافیت اور میرٹ کو یقینی بنایا جائے گا اور کسی قسم کی بدعنوانی برداشت نہیں کی جائے گی۔ اجلاس کے بعد جاری ہونے والے اعلامیے میں کہا گیا کہ صوبائی حکومتوں کے ساتھ مل کر ترقیاتی منصوبوں کو بروقت مکمل کیا جائے گا۔ [669, 941, 772, 1114]
article-number: 40 [226, 752, 243, 762]
article-kicker-tag: نیوز [755, 194, 769, 203]
article-body-text: اسلام آباد (وفاق نیوز) نگران وزیر اعظم نے ملک میں معاشی استحکام کے لیے اہم اقدامات کی منظوری دے دی ہے، اجلاس میں وفاقی وزراء اور اعلیٰ حکام نے شرکت کی اور مختلف امور پر تفصیلی غور کیا گیا۔ اس موقع پر کہا گیا کہ حکومت عوام کو ریلیف دینے کے لیے ہر ممکن اقدامات کرے گی اور مہنگائی پر قابو پانے کے لیے موثر حکمت عملی اپنائی جائے گی۔ ذرائع کے مطابق اجلاس میں توانائی، تعلیم، صحت اور زراعت کے شعبوں کی صورتحال کا جائزہ لیا گیا اور متعلقہ اداروں کو ہدایات جاری کی گئیں کہ وہ عوامی مسائل کے حل کے لیے فوری کارروائی کریں۔ انہوں نے کہا کہ شفافیت اور میرٹ کو یقینی بنایا جائے گا اور کسی قسم کی بدعنوانی برداشت نہیں کی جائے گی۔ اجلاس کے بعد جاری ہونے والے اعلامیے میں کہا گیا کہ صوبائی حکومتوں کے ساتھ مل کر ترقیاتی منصوبوں کو بروقت مکمل کیا جائے گا۔ [115, 2058, 218, 2217]
article-kicker-tag: نیوز [755, 562, 769, 571]
article-kicker-tag: نیوز [423, 943, 437, 952]
article-number: 54 [115, 1310, 132, 1320]
article-kicker-tag: نیوز [201, 943, 216, 952]
article-kicker-tag: نیوز [644, 1120, 659, 1129]
article-body-text: اسلام آباد (وفاق نیوز) نگران وزیر اعظم نے ملک میں معاشی استحکام کے لیے اہم اقدامات کی منظوری دے دی ہے، اجلاس میں وفاقی وزراء اور اعلیٰ حکام نے شرکت کی اور مختلف امور پر تفصیلی غور کیا گیا۔ اس موقع پر کہا گیا کہ حکومت عوام کو ریلیف دینے کے لیے ہر ممکن اقدامات کرے گی اور مہنگائی پر قابو پانے کے لیے موثر حکمت عملی اپنائی جائے گی۔ ذرائع کے مطابق اجلاس میں توانائی، تعلیم، صحت اور زراعت کے شعبوں کی صورتحال کا جائزہ لیا گیا اور متعلقہ اداروں کو ہدایات جاری کی گئیں کہ وہ عوامی مسائل کے حل کے لیے فوری کارروائی کریں۔ انہوں نے کہا کہ شفافیت اور میرٹ کو یقینی بنایا جائے گا اور کسی قسم کی بدعنوانی برداشت نہیں کی جائے گی۔ اجلاس کے بعد جاری ہونے والے اعلامیے میں کہا گیا کہ صوبائی حکومتوں کے ساتھ مل کر ترقیاتی منصوبوں کو بروقت مکمل کیا جائے گا۔ [669, 573, 772, 746]
article-body-text: اسلام آباد (وفاق نیوز) نگران وزیر اعظم نے ملک میں معاشی استحکام کے لیے اہم اقدامات کی منظوری دے دی ہے، اجلاس میں وفاقی وزراء اور اعلیٰ حکام نے شرکت کی اور مختلف امور پر تفصیلی غور کیا گیا۔ اس موقع پر کہا گیا کہ حکومت عوام کو ریلیف دینے کے لیے ہر ممکن اقدامات کرے گی اور مہنگائی پر قابو پانے کے لیے موثر حکمت عملی اپنائی جائے گی۔ ذرائع کے مطابق اجلاس میں توانائی، تعلیم، صحت اور زراعت کے شعبوں کی صورتحال کا جائزہ لیا گیا اور متعلقہ اداروں کو ہدایات جاری کی گئیں کہ وہ عوامی مسائل کے حل کے لیے فوری کارروائی کریں۔ انہوں نے کہا کہ شفافیت اور میرٹ کو یقینی بنایا جائے گا اور کسی قسم کی بدعنوانی برداشت نہیں کی جائے گی۔ اجلاس کے بعد جاری ہونے والے اعلامیے میں کہا گیا کہ صوبائی حکومتوں کے ساتھ مل کر ترقیاتی منصوبوں کو بروقت مکمل کیا جائے گا۔ [115, 764, 218, 936]
article-body-text: اسلام آباد (وفاق نیوز) نگران وزیر اعظم نے ملک میں معاشی استحکام کے لیے اہم اقدامات کی منظوری دے دی ہے، اجلاس میں وفاقی وزراء اور اعلیٰ حکام نے شرکت کی اور مختلف امور پر تفصیلی غور کیا گیا۔ اس موقع پر کہا گیا کہ حکومت عوام کو ریلیف دینے کے لیے ہر ممکن اقدامات کرے گی اور مہنگائی پر قابو پانے کے لیے موثر حکمت عملی اپنائی جائے گی۔ ذرائع کے مطابق اجلاس میں توانائی، تعلیم، صحت اور زراعت کے شعبوں کی صورتحال کا جائزہ لیا گیا اور متعلقہ اداروں کو ہدایات جاری کی گئیں کہ وہ عوامی مسائل کے حل کے لیے فوری کارروائی کریں۔ انہوں نے کہا کہ شفافیت اور میرٹ کو یقینی بنایا جائے گا اور کسی قسم کی بدعنوانی برداشت نہیں کی جائے گی۔ اجلاس کے بعد جاری ہونے والے اعلامیے میں کہا گیا کہ صوبائی حکومتوں کے ساتھ مل کر ترقیاتی منصوبوں کو بروقت مکمل کیا جائے گا۔ [115, 1499, 218, 1672]
news-article [226, 928, 328, 1114]
article-body-text: اسلام آباد (وفاق نیوز) نگران وزیر اعظم نے ملک میں معاشی استحکام کے لیے اہم اقدامات کی منظوری دے دی ہے، اجلاس میں وفاقی وزراء اور اعلیٰ حکام نے شرکت کی اور مختلف امور پر تفصیلی غور کیا گیا۔ اس موقع پر کہا گیا کہ حکومت عوام کو ریلیف دینے کے لیے ہر ممکن اقدامات کرے گی اور مہنگائی پر قابو پانے کے لیے موثر حکمت عملی اپنائی جائے گی۔ ذرائع کے مطابق اجلاس میں توانائی، تعلیم، صحت اور زراعت کے شعبوں کی صورتحال کا جائزہ لیا گیا اور متعلقہ اداروں کو ہدایات جاری کی گئیں کہ وہ عوامی مسائل کے حل کے لیے فوری کارروائی کریں۔ انہوں نے کہا کہ شفافیت اور میرٹ کو یقینی بنایا جائے گا اور کسی قسم کی بدعنوانی برداشت نہیں کی جائے گی۔ اجلاس کے بعد جاری ہونے والے اعلامیے میں کہا گیا کہ صوبائی حکومتوں کے ساتھ مل کر ترقیاتی منصوبوں کو بروقت مکمل کیا جائے گا۔ [779, 955, 883, 1114]
article-body-text: اسلام آباد (وفاق نیوز) نگران وزیر اعظم نے ملک میں معاشی استحکام کے لیے اہم اقدامات کی منظوری دے دی ہے، اجلاس میں وفاقی وزراء اور اعلیٰ حکام نے شرکت کی اور مختلف امور پر تفصیلی غور کیا گیا۔ اس موقع پر کہا گیا کہ حکومت عوام کو ریلیف دینے کے لیے ہر ممکن اقدامات کرے گی اور مہنگائی پر قابو پانے کے لیے موثر حکمت عملی اپنائی جائے گی۔ ذرائع کے مطابق اجلاس میں توانائی، تعلیم، صحت اور زراعت کے شعبوں کی صورتحال کا جائزہ لیا گیا اور متعلقہ اداروں کو ہدایات جاری کی گئیں کہ وہ عوامی مسائل کے حل کے لیے فوری کارروائی کریں۔ انہوں نے کہا کہ شفافیت اور میرٹ کو یقینی بنایا جائے گا اور کسی قسم کی بدعنوانی برداشت نہیں کی جائے گی۔ اجلاس کے بعد جاری ہونے والے اعلامیے میں کہا گیا کہ صوبائی حکومتوں کے ساتھ مل کر ترقیاتی منصوبوں کو بروقت مکمل کیا جائے گا۔ [4, 927, 108, 1092]
article-kicker-label: خبرنامہ [372, 752, 404, 762]
article-number: 64 [4, 752, 22, 762]
news-article [669, 560, 772, 747]
article-body-text: اسلام آباد (وفاق نیوز) نگران وزیر اعظم نے ملک میں معاشی استحکام کے لیے اہم اقدامات کی منظوری دے دی ہے، اجلاس میں وفاقی وزراء اور اعلیٰ حکام نے شرکت کی اور مختلف امور پر تفصیلی غور کیا گیا۔ اس موقع پر کہا گیا کہ حکومت عوام کو ریلیف دینے کے لیے ہر ممکن اقدامات کرے گی اور مہنگائی پر قابو پانے کے لیے موثر حکمت عملی اپنائی جائے گی۔ ذرائع کے مطابق اجلاس میں توانائی، تعلیم، صحت اور زراعت کے شعبوں کی صورتحال کا جائزہ لیا گیا اور متعلقہ اداروں کو ہدایات جاری کی گئیں کہ وہ عوامی مسائل کے حل کے لیے فوری کارروائی کریں۔ انہوں نے کہا کہ شفافیت اور میرٹ کو یقینی بنایا جائے گا اور کسی قسم کی بدعنوانی برداشت نہیں کی جائے گی۔ اجلاس کے بعد جاری ہونے والے اعلامیے میں کہا گیا کہ صوبائی حکومتوں کے ساتھ مل کر ترقیاتی منصوبوں کو بروقت مکمل کیا جائے گا۔ [447, 927, 550, 1092]
news-article [669, 928, 772, 1114]
article-kicker-tag: نیوز [201, 1488, 216, 1496]
article-number: 44 [226, 1487, 243, 1497]
article-header-bar [669, 15, 772, 28]
article-body-text: اسلام آباد (وفاق نیوز) نگران وزیر اعظم نے ملک میں معاشی استحکام کے لیے اہم اقدامات کی منظوری دے دی ہے، اجلاس میں وفاقی وزراء اور اعلیٰ حکام نے شرکت کی اور مختلف امور پر تفصیلی غور کیا گیا۔ اس موقع پر کہا گیا کہ حکومت عوام کو ریلیف دینے کے لیے ہر ممکن اقدامات کرے گی اور مہنگائی پر قابو پانے کے لیے موثر حکمت عملی اپنائی جائے گی۔ ذرائع کے مطابق اجلاس میں توانائی، تعلیم، صحت اور زراعت کے شعبوں کی صورتحال کا جائزہ لیا گیا اور متعلقہ اداروں کو ہدایات جاری کی گئیں کہ وہ عوامی مسائل کے حل کے لیے فوری کارروائی کریں۔ انہوں نے کہا کہ شفافیت اور میرٹ کو یقینی بنایا جائے گا اور کسی قسم کی بدعنوانی برداشت نہیں کی جائے گی۔ اجلاس کے بعد جاری ہونے والے اعلامیے میں کہا گیا کہ صوبائی حکومتوں کے ساتھ مل کر ترقیاتی منصوبوں کو بروقت مکمل کیا جائے گا۔ [226, 764, 329, 923]
article-kicker-tag: نیوز [533, 17, 548, 26]
article-number: 27 [448, 752, 465, 762]
article-kicker-tag: نیوز [866, 943, 880, 952]
article-header-bar [115, 383, 218, 395]
article-number: 17 [559, 207, 576, 217]
article-kicker-label: خبرنامہ [372, 575, 404, 585]
article-kicker-label: خبرنامہ [813, 1310, 845, 1320]
article-kicker-label: خبرنامہ [261, 929, 294, 939]
news-article [337, 1309, 439, 1482]
article-number: 61 [4, 194, 22, 204]
article-number: 12 [669, 561, 686, 571]
article-header-bar [780, 1118, 883, 1131]
article-body-text: اسلام آباد (وفاق نیوز) نگران وزیر اعظم نے ملک میں معاشی استحکام کے لیے اہم اقدامات کی منظوری دے دی ہے، اجلاس میں وفاقی وزراء اور اعلیٰ حکام نے شرکت کی اور مختلف امور پر تفصیلی غور کیا گیا۔ اس موقع پر کہا گیا کہ حکومت عوام کو ریلیف دینے کے لیے ہر ممکن اقدامات کرے گی اور مہنگائی پر قابو پانے کے لیے موثر حکمت عملی اپنائی جائے گی۔ ذرائع کے مطابق اجلاس میں توانائی، تعلیم، صحت اور زراعت کے شعبوں کی صورتحال کا جائزہ لیا گیا اور متعلقہ اداروں کو ہدایات جاری کی گئیں کہ وہ عوامی مسائل کے حل کے لیے فوری کارروائی کریں۔ انہوں نے کہا کہ شفافیت اور میرٹ کو یقینی بنایا جائے گا اور کسی قسم کی بدعنوانی برداشت نہیں کی جائے گی۔ اجلاس کے بعد جاری ہونے والے اعلامیے میں کہا گیا کہ صوبائی حکومتوں کے ساتھ مل کر ترقیاتی منصوبوں کو بروقت مکمل کیا جائے گا۔ [226, 1676, 329, 1849]
article-number: 52 [115, 942, 132, 952]
article-body-text: اسلام آباد (وفاق نیوز) نگران وزیر اعظم نے ملک میں معاشی استحکام کے لیے اہم اقدامات کی منظوری دے دی ہے، اجلاس میں وفاقی وزراء اور اعلیٰ حکام نے شرکت کی اور مختلف امور پر تفصیلی غور کیا گیا۔ اس موقع پر کہا گیا کہ حکومت عوام کو ریلیف دینے کے لیے ہر ممکن اقدامات کرے گی اور مہنگائی پر قابو پانے کے لیے موثر حکمت عملی اپنائی جائے گی۔ ذرائع کے مطابق اجلاس میں توانائی، تعلیم، صحت اور زراعت کے شعبوں کی صورتحال کا جائزہ لیا گیا اور متعلقہ اداروں کو ہدایات جاری کی گئیں کہ وہ عوامی مسائل کے حل کے لیے فوری کارروائی کریں۔ انہوں نے کہا کہ شفافیت اور میرٹ کو یقینی بنایا جائے گا اور کسی قسم کی بدعنوانی برداشت نہیں کی جائے گی۔ اجلاس کے بعد جاری ہونے والے اعلامیے میں کہا گیا کہ صوبائی حکومتوں کے ساتھ مل کر ترقیاتی منصوبوں کو بروقت مکمل کیا جائے گا۔ [4, 206, 108, 378]
article-header-bar [4, 192, 107, 205]
article-header-bar [559, 573, 661, 586]
article-body-text: اسلام آباد (وفاق نیوز) نگران وزیر اعظم نے ملک میں معاشی استحکام کے لیے اہم اقدامات کی منظوری دے دی ہے، اجلاس میں وفاقی وزراء اور اعلیٰ حکام نے شرکت کی اور مختلف امور پر تفصیلی غور کیا گیا۔ اس موقع پر کہا گیا کہ حکومت عوام کو ریلیف دینے کے لیے ہر ممکن اقدامات کرے گی اور مہنگائی پر قابو پانے کے لیے موثر حکمت عملی اپنائی جائے گی۔ ذرائع کے مطابق اجلاس میں توانائی، تعلیم، صحت اور زراعت کے شعبوں کی صورتحال کا جائزہ لیا گیا اور متعلقہ اداروں کو ہدایات جاری کی گئیں کہ وہ عوامی مسائل کے حل کے لیے فوری کارروائی کریں۔ انہوں نے کہا کہ شفافیت اور میرٹ کو یقینی بنایا جائے گا اور کسی قسم کی بدعنوانی برداشت نہیں کی جائے گی۔ اجلاس کے بعد جاری ہونے والے اعلامیے میں کہا گیا کہ صوبائی حکومتوں کے ساتھ مل کر ترقیاتی منصوبوں کو بروقت مکمل کیا جائے گا۔ [337, 1485, 440, 1650]
article-kicker-label: خبرنامہ [594, 16, 626, 27]
article-header-bar [669, 1118, 772, 1131]
article-kicker-label: خبرنامہ [261, 561, 294, 571]
article-body-text: اسلام آباد (وفاق نیوز) نگران وزیر اعظم نے ملک میں معاشی استحکام کے لیے اہم اقدامات کی منظوری دے دی ہے، اجلاس میں وفاقی وزراء اور اعلیٰ حکام نے شرکت کی اور مختلف امور پر تفصیلی غور کیا گیا۔ اس موقع پر کہا گیا کہ حکومت عوام کو ریلیف دینے کے لیے ہر ممکن اقدامات کرے گی اور مہنگائی پر قابو پانے کے لیے موثر حکمت عملی اپنائی جائے گی۔ ذرائع کے مطابق اجلاس میں توانائی، تعلیم، صحت اور زراعت کے شعبوں کی صورتحال کا جائزہ لیا گیا اور متعلقہ اداروں کو ہدایات جاری کی گئیں کہ وہ عوامی مسائل کے حل کے لیے فوری کارروائی کریں۔ انہوں نے کہا کہ شفافیت اور میرٹ کو یقینی بنایا جائے گا اور کسی قسم کی بدعنوانی برداشت نہیں کی جائے گی۔ اجلاس کے بعد جاری ہونے والے اعلامیے میں کہا گیا کہ صوبائی حکومتوں کے ساتھ مل کر ترقیاتی منصوبوں کو بروقت مکمل کیا جائے گا۔ [115, 587, 218, 746]
article-number: 60 [4, 16, 22, 27]
article-kicker-label: خبرنامہ [40, 752, 72, 762]
article-body-text: اسلام آباد (وفاق نیوز) نگران وزیر اعظم نے ملک میں معاشی استحکام کے لیے اہم اقدامات کی منظوری دے دی ہے، اجلاس میں وفاقی وزراء اور اعلیٰ حکام نے شرکت کی اور مختلف امور پر تفصیلی غور کیا گیا۔ اس موقع پر کہا گیا کہ حکومت عوام کو ریلیف دینے کے لیے ہر ممکن اقدامات کرے گی اور مہنگائی پر قابو پانے کے لیے موثر حکمت عملی اپنائی جائے گی۔ ذرائع کے مطابق اجلاس میں توانائی، تعلیم، صحت اور زراعت کے شعبوں کی صورتحال کا جائزہ لیا گیا اور متعلقہ اداروں کو ہدایات جاری کی گئیں کہ وہ عوامی مسائل کے حل کے لیے فوری کارروائی کریں۔ انہوں نے کہا کہ شفافیت اور میرٹ کو یقینی بنایا جائے گا اور کسی قسم کی بدعنوانی برداشت نہیں کی جائے گی۔ اجلاس کے بعد جاری ہونے والے اعلامیے میں کہا گیا کہ صوبائی حکومتوں کے ساتھ مل کر ترقیاتی منصوبوں کو بروقت مکمل کیا جائے گا۔ [226, 397, 329, 556]
article-kicker-label: خبرنامہ [705, 194, 737, 204]
article-header-bar [780, 206, 883, 218]
news-column [223, 15, 330, 2194]
news-article [780, 573, 883, 747]
news-column [445, 15, 552, 1616]
article-kicker-tag: نیوز [755, 1120, 769, 1129]
news-article [780, 383, 883, 569]
article-kicker-label: خبرنامہ [151, 1855, 183, 1865]
article-body-text: اسلام آباد (وفاق نیوز) نگران وزیر اعظم نے ملک میں معاشی استحکام کے لیے اہم اقدامات کی منظوری دے دی ہے، اجلاس میں وفاقی وزراء اور اعلیٰ حکام نے شرکت کی اور مختلف امور پر تفصیلی غور کیا گیا۔ اس موقع پر کہا گیا کہ حکومت عوام کو ریلیف دینے کے لیے ہر ممکن اقدامات کرے گی اور مہنگائی پر قابو پانے کے لیے موثر حکمت عملی اپنائی جائے گی۔ ذرائع کے مطابق اجلاس میں توانائی، تعلیم، صحت اور زراعت کے شعبوں کی صورتحال کا جائزہ لیا گیا اور متعلقہ اداروں کو ہدایات جاری کی گئیں کہ وہ عوامی مسائل کے حل کے لیے فوری کارروائی کریں۔ انہوں نے کہا کہ شفافیت اور میرٹ کو یقینی بنایا جائے گا اور کسی قسم کی بدعنوانی برداشت نہیں کی جائے گی۔ اجلاس کے بعد جاری ہونے والے اعلامیے میں کہا گیا کہ صوبائی حکومتوں کے ساتھ مل کر ترقیاتی منصوبوں کو بروقت مکمل کیا جائے گا۔ [115, 1322, 218, 1481]
article-header-bar [115, 2044, 218, 2056]
article-header-bar [115, 15, 218, 28]
news-article [337, 15, 439, 202]
article-kicker-label: خبرنامہ [594, 575, 626, 585]
article-number: 62 [4, 384, 22, 394]
article-kicker-label: خبرنامہ [40, 194, 72, 204]
article-header-bar [780, 1309, 883, 1321]
article-number: 21 [559, 942, 576, 952]
article-kicker-label: خبرنامہ [813, 16, 845, 27]
article-kicker-tag: نیوز [533, 194, 548, 203]
article-body-text: اسلام آباد (وفاق نیوز) نگران وزیر اعظم نے ملک میں معاشی استحکام کے لیے اہم اقدامات کی منظوری دے دی ہے، اجلاس میں وفاقی وزراء اور اعلیٰ حکام نے شرکت کی اور مختلف امور پر تفصیلی غور کیا گیا۔ اس موقع پر کہا گیا کہ حکومت عوام کو ریلیف دینے کے لیے ہر ممکن اقدامات کرے گی اور مہنگائی پر قابو پانے کے لیے موثر حکمت عملی اپنائی جائے گی۔ ذرائع کے مطابق اجلاس میں توانائی، تعلیم، صحت اور زراعت کے شعبوں کی صورتحال کا جائزہ لیا گیا اور متعلقہ اداروں کو ہدایات جاری کی گئیں کہ وہ عوامی مسائل کے حل کے لیے فوری کارروائی کریں۔ انہوں نے کہا کہ شفافیت اور میرٹ کو یقینی بنایا جائے گا اور کسی قسم کی بدعنوانی برداشت نہیں کی جائے گی۔ اجلاس کے بعد جاری ہونے والے اعلامیے میں کہا گیا کہ صوبائی حکومتوں کے ساتھ مل کر ترقیاتی منصوبوں کو بروقت مکمل کیا جائے گا۔ [115, 1690, 218, 1849]
news-article [448, 192, 550, 379]
article-body-text: اسلام آباد (وفاق نیوز) نگران وزیر اعظم نے ملک میں معاشی استحکام کے لیے اہم اقدامات کی منظوری دے دی ہے، اجلاس میں وفاقی وزراء اور اعلیٰ حکام نے شرکت کی اور مختلف امور پر تفصیلی غور کیا گیا۔ اس موقع پر کہا گیا کہ حکومت عوام کو ریلیف دینے کے لیے ہر ممکن اقدامات کرے گی اور مہنگائی پر قابو پانے کے لیے موثر حکمت عملی اپنائی جائے گی۔ ذرائع کے مطابق اجلاس میں توانائی، تعلیم، صحت اور زراعت کے شعبوں کی صورتحال کا جائزہ لیا گیا اور متعلقہ اداروں کو ہدایات جاری کی گئیں کہ وہ عوامی مسائل کے حل کے لیے فوری کارروائی کریں۔ انہوں نے کہا کہ شفافیت اور میرٹ کو یقینی بنایا جائے گا اور کسی قسم کی بدعنوانی برداشت نہیں کی جائے گی۔ اجلاس کے بعد جاری ہونے والے اعلامیے میں کہا گیا کہ صوبائی حکومتوں کے ساتھ مل کر ترقیاتی منصوبوں کو بروقت مکمل کیا جائے گا۔ [337, 396, 440, 569]
article-number: 5 [780, 752, 791, 762]
article-body-text: اسلام آباد (وفاق نیوز) نگران وزیر اعظم نے ملک میں معاشی استحکام کے لیے اہم اقدامات کی منظوری دے دی ہے، اجلاس میں وفاقی وزراء اور اعلیٰ حکام نے شرکت کی اور مختلف امور پر تفصیلی غور کیا گیا۔ اس موقع پر کہا گیا کہ حکومت عوام کو ریلیف دینے کے لیے ہر ممکن اقدامات کرے گی اور مہنگائی پر قابو پانے کے لیے موثر حکمت عملی اپنائی جائے گی۔ ذرائع کے مطابق اجلاس میں توانائی، تعلیم، صحت اور زراعت کے شعبوں کی صورتحال کا جائزہ لیا گیا اور متعلقہ اداروں کو ہدایات جاری کی گئیں کہ وہ عوامی مسائل کے حل کے لیے فوری کارروائی کریں۔ انہوں نے کہا کہ شفافیت اور میرٹ کو یقینی بنایا جائے گا اور کسی قسم کی بدعنوانی برداشت نہیں کی جائے گی۔ اجلاس کے بعد جاری ہونے والے اعلامیے میں کہا گیا کہ صوبائی حکومتوں کے ساتھ مل کر ترقیاتی منصوبوں کو بروقت مکمل کیا جائے گا۔ [558, 1308, 661, 1472]
news-column [667, 15, 774, 1616]
article-header-bar [4, 383, 107, 395]
article-kicker-tag: نیوز [533, 752, 548, 761]
article-number: 15 [669, 1119, 686, 1129]
article-header-bar [337, 1309, 439, 1321]
article-kicker-tag: نیوز [90, 194, 105, 203]
article-number: 13 [669, 752, 686, 762]
article-kicker-label: خبرنامہ [151, 16, 183, 27]
article-kicker-tag: نیوز [423, 575, 437, 584]
article-kicker-label: خبرنامہ [705, 1119, 737, 1129]
article-kicker-label: خبرنامہ [151, 207, 183, 217]
article-number: 32 [337, 752, 354, 762]
